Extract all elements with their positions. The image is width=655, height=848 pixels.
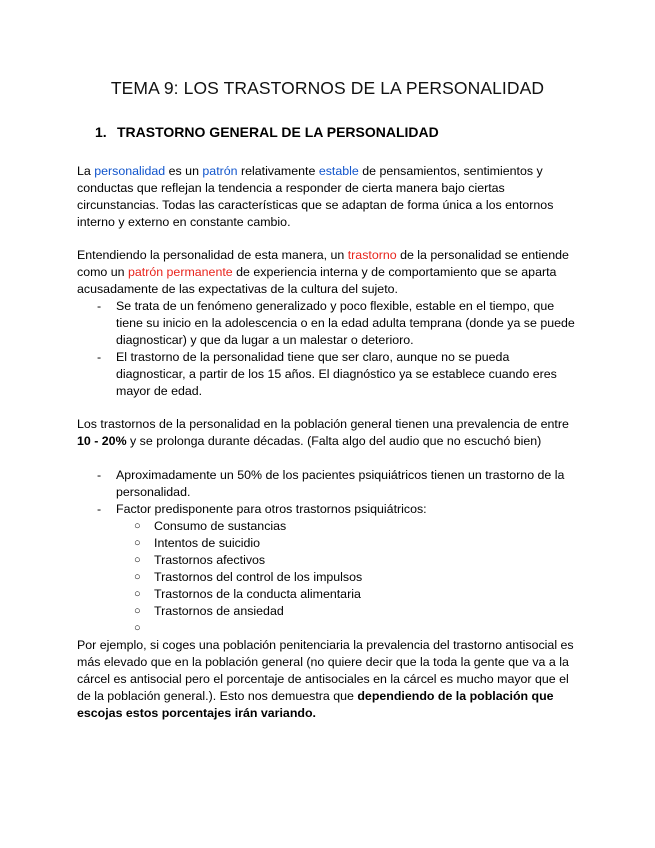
text: de la personalidad se entiende como un bbox=[77, 248, 569, 279]
text: Los trastornos de la personalidad en la población general tienen una prevalencia de entre bbox=[77, 417, 569, 431]
paragraph-definition bbox=[77, 163, 577, 231]
highlight-term: patrón permanente bbox=[127, 265, 233, 279]
sub-list-item bbox=[77, 603, 577, 620]
page-title: TEMA 9: LOS TRASTORNOS DE LA PERSONALIDAD bbox=[110, 78, 545, 98]
highlight-term: patrón bbox=[202, 164, 238, 178]
sub-list-item-text: Consumo de sustancias bbox=[154, 519, 287, 533]
sub-list-item bbox=[77, 620, 577, 637]
section-number: 1. bbox=[95, 124, 107, 140]
paragraph-example bbox=[77, 637, 577, 722]
sub-list-item bbox=[77, 518, 577, 535]
text: y se prolonga durante décadas. (Falta algo del audio que no escuchó bien) bbox=[126, 434, 542, 448]
paragraph-prevalence bbox=[77, 416, 577, 450]
bold-text: dependiendo de la población que escojas estos porcentajes irán variando. bbox=[77, 689, 554, 720]
list-item bbox=[77, 467, 577, 501]
list-item bbox=[77, 501, 577, 518]
sub-list-item-text: Trastornos del control de los impulsos bbox=[154, 570, 363, 584]
list-item bbox=[77, 298, 577, 349]
highlight-term: trastorno bbox=[347, 248, 397, 262]
list-item bbox=[77, 349, 577, 400]
sub-list-item bbox=[77, 552, 577, 569]
text: de experiencia interna y de comportamiento que se aparta acusadamente de las expectativas de la cultura del sujeto. bbox=[77, 265, 557, 296]
circle-bullet-icon: ○ bbox=[134, 520, 141, 532]
circle-bullet-icon: ○ bbox=[134, 571, 141, 583]
section-heading bbox=[95, 124, 439, 140]
sub-list-item bbox=[77, 586, 577, 603]
sub-list-item bbox=[77, 535, 577, 552]
circle-bullet-icon: ○ bbox=[134, 554, 141, 566]
circle-bullet-icon: ○ bbox=[134, 605, 141, 617]
dash-bullet-icon: - bbox=[97, 468, 102, 482]
sub-list-item-text: Trastornos de la conducta alimentaria bbox=[154, 587, 361, 601]
text: es un bbox=[165, 164, 203, 178]
list-item-text: Aproximadamente un 50% de los pacientes psiquiátricos tienen un trastorno de la personalidad. bbox=[116, 468, 565, 499]
text: Por ejemplo, si coges una población penitenciaria la prevalencia del trastorno antisocial es más elevado que en la población general (no quiere decir que la toda la gente que va a la cárcel es antisocial pero el porcentaje de antisociales en la cárcel es mucho mayor que el de la población general.). Esto nos demuestra que bbox=[77, 638, 574, 703]
sub-list-item-text: Trastornos de ansiedad bbox=[154, 604, 284, 618]
bullet-list-1 bbox=[77, 298, 577, 400]
dash-bullet-icon: - bbox=[97, 350, 102, 364]
section-heading-text: TRASTORNO GENERAL DE LA PERSONALIDAD bbox=[117, 124, 439, 140]
list-item-text: Factor predisponente para otros trastornos psiquiátricos: bbox=[116, 502, 427, 516]
text: relativamente bbox=[237, 164, 319, 178]
bold-text: 10 - 20% bbox=[77, 434, 127, 448]
list-item-text: El trastorno de la personalidad tiene que ser claro, aunque no se pueda diagnosticar, a partir de los 15 años. El diagnóstico ya se establece cuando eres mayor de edad. bbox=[116, 350, 557, 398]
sub-list-item bbox=[77, 569, 577, 586]
circle-bullet-icon: ○ bbox=[134, 588, 141, 600]
circle-bullet-icon: ○ bbox=[134, 537, 141, 549]
list-item-text: Se trata de un fenómeno generalizado y poco flexible, estable en el tiempo, que tiene su inicio en la adolescencia o en la edad adulta temprana (donde ya se puede diagnosticar) y que da lugar a un malestar o deterioro. bbox=[116, 299, 575, 347]
circle-bullet-icon: ○ bbox=[134, 622, 141, 634]
highlight-term: personalidad bbox=[94, 164, 166, 178]
text: La bbox=[77, 164, 95, 178]
text: de pensamientos, sentimientos y conductas que reflejan la tendencia a responder de cierta manera bajo ciertas circunstancias. Todas las características que se adaptan de forma única a los entornos interno y externo en constante cambio. bbox=[77, 164, 554, 229]
highlight-term: estable bbox=[318, 164, 359, 178]
text: Entendiendo la personalidad de esta manera, un bbox=[77, 248, 348, 262]
sub-list-item-text: Trastornos afectivos bbox=[154, 553, 266, 567]
paragraph-disorder bbox=[77, 247, 577, 298]
sub-list-item-text: Intentos de suicidio bbox=[154, 536, 261, 550]
bullet-list-2 bbox=[77, 467, 577, 637]
dash-bullet-icon: - bbox=[97, 502, 102, 516]
dash-bullet-icon: - bbox=[97, 299, 102, 313]
